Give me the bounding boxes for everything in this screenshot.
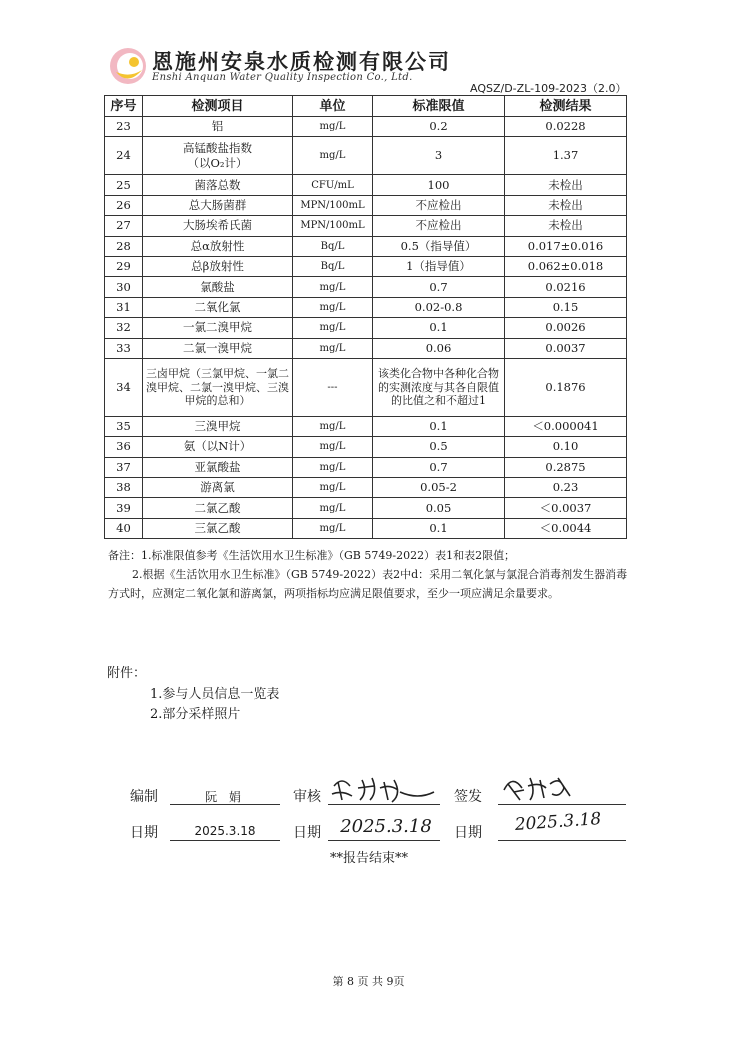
row-item: 总α放射性 <box>143 236 293 256</box>
row-limit: 0.1 <box>373 416 505 436</box>
header-limit: 标准限值 <box>373 96 505 117</box>
row-number: 24 <box>105 137 143 175</box>
reviewer-label: 审核 <box>293 789 321 805</box>
row-limit: 0.05-2 <box>373 478 505 498</box>
editor-label: 编制 <box>130 789 158 805</box>
attachment-item: 2.部分采样照片 <box>150 707 241 722</box>
row-number: 28 <box>105 236 143 256</box>
row-unit: mg/L <box>293 498 373 518</box>
row-limit: 0.7 <box>373 457 505 477</box>
note-1: 备注：1.标准限值参考《生活饮用水卫生标准》（GB 5749-2022）表1和表2限值； <box>108 549 516 562</box>
row-number: 36 <box>105 437 143 457</box>
row-limit: 100 <box>373 175 505 195</box>
date-label-editor: 日期 <box>130 825 158 841</box>
row-number: 27 <box>105 216 143 236</box>
row-result: 0.0026 <box>505 318 627 338</box>
row-limit: 0.2 <box>373 117 505 137</box>
row-unit: Bq/L <box>293 236 373 256</box>
table-row <box>105 338 627 358</box>
row-item: 一氯二溴甲烷 <box>143 318 293 338</box>
notes-section <box>108 546 628 603</box>
row-unit: mg/L <box>293 277 373 297</box>
row-unit: mg/L <box>293 437 373 457</box>
table-row <box>105 117 627 137</box>
row-item: 三卤甲烷（三氯甲烷、一氯二溴甲烷、二氯一溴甲烷、三溴甲烷的总和） <box>143 358 293 416</box>
row-result: ＜0.0044 <box>505 518 627 538</box>
row-number: 26 <box>105 195 143 215</box>
row-result: 0.062±0.018 <box>505 256 627 276</box>
date-label-approver: 日期 <box>454 825 482 841</box>
row-limit: 0.02-0.8 <box>373 297 505 317</box>
row-item: 三氯乙酸 <box>143 518 293 538</box>
row-result: ＜0.0037 <box>505 498 627 518</box>
row-unit: Bq/L <box>293 256 373 276</box>
row-item: 氨（以N计） <box>143 437 293 457</box>
editor-name: 阮 娟 <box>205 790 245 804</box>
row-unit: mg/L <box>293 297 373 317</box>
row-unit: mg/L <box>293 338 373 358</box>
row-item: 二氯一溴甲烷 <box>143 338 293 358</box>
row-number: 35 <box>105 416 143 436</box>
table-row <box>105 518 627 538</box>
row-limit: 0.1 <box>373 518 505 538</box>
row-item: 大肠埃希氏菌 <box>143 216 293 236</box>
row-limit: 0.06 <box>373 338 505 358</box>
date-reviewer: 2025.3.18 <box>340 816 432 837</box>
company-name-cn: 恩施州安泉水质检测有限公司 <box>152 49 451 74</box>
table-row <box>105 358 627 416</box>
row-item: 三溴甲烷 <box>143 416 293 436</box>
date-label-reviewer: 日期 <box>293 825 321 841</box>
row-item: 二氯乙酸 <box>143 498 293 518</box>
row-item: 高锰酸盐指数 （以O₂计） <box>143 137 293 175</box>
row-item: 铝 <box>143 117 293 137</box>
company-name-en: Enshi Anquan Water Quality Inspection Co., Ltd. <box>152 72 413 83</box>
row-result: 0.1876 <box>505 358 627 416</box>
row-result: ＜0.000041 <box>505 416 627 436</box>
row-result: 0.0216 <box>505 277 627 297</box>
row-number: 37 <box>105 457 143 477</box>
row-result: 0.2875 <box>505 457 627 477</box>
table-row <box>105 277 627 297</box>
row-result: 0.017±0.016 <box>505 236 627 256</box>
table-row <box>105 478 627 498</box>
row-unit: mg/L <box>293 318 373 338</box>
row-limit: 该类化合物中各种化合物的实测浓度与其各自限值的比值之和不超过1 <box>373 358 505 416</box>
approver-signature <box>500 770 580 804</box>
table-row <box>105 236 627 256</box>
table-row <box>105 137 627 175</box>
table-header-row <box>105 96 627 117</box>
row-unit: MPN/100mL <box>293 195 373 215</box>
row-number: 25 <box>105 175 143 195</box>
row-item: 氯酸盐 <box>143 277 293 297</box>
row-item: 总大肠菌群 <box>143 195 293 215</box>
row-limit: 不应检出 <box>373 195 505 215</box>
row-limit: 1（指导值） <box>373 256 505 276</box>
date-approver: 2025.3.18 <box>514 809 602 835</box>
row-number: 23 <box>105 117 143 137</box>
attachments-heading: 附件： <box>107 666 147 681</box>
row-result: 0.15 <box>505 297 627 317</box>
row-result: 1.37 <box>505 137 627 175</box>
table-row <box>105 318 627 338</box>
row-number: 40 <box>105 518 143 538</box>
results-table <box>104 95 627 539</box>
table-row <box>105 457 627 477</box>
approver-label: 签发 <box>454 789 482 805</box>
row-unit: mg/L <box>293 137 373 175</box>
report-end-mark: **报告结束** <box>330 851 409 866</box>
row-result: 未检出 <box>505 195 627 215</box>
table-row <box>105 437 627 457</box>
table-row <box>105 256 627 276</box>
date-editor: 2025.3.18 <box>194 824 256 838</box>
row-unit: mg/L <box>293 518 373 538</box>
row-item: 亚氯酸盐 <box>143 457 293 477</box>
row-limit: 0.05 <box>373 498 505 518</box>
row-limit: 3 <box>373 137 505 175</box>
header-result: 检测结果 <box>505 96 627 117</box>
document-code: AQSZ/D-ZL-109-2023（2.0） <box>470 82 627 95</box>
row-number: 38 <box>105 478 143 498</box>
header-unit: 单位 <box>293 96 373 117</box>
row-number: 30 <box>105 277 143 297</box>
attachment-item: 1.参与人员信息一览表 <box>150 687 280 702</box>
row-item: 游离氯 <box>143 478 293 498</box>
row-number: 32 <box>105 318 143 338</box>
row-number: 29 <box>105 256 143 276</box>
row-result: 未检出 <box>505 175 627 195</box>
table-row <box>105 195 627 215</box>
header-no: 序号 <box>105 96 143 117</box>
row-unit: mg/L <box>293 478 373 498</box>
row-limit: 0.7 <box>373 277 505 297</box>
row-number: 31 <box>105 297 143 317</box>
row-unit: --- <box>293 358 373 416</box>
row-unit: MPN/100mL <box>293 216 373 236</box>
row-result: 0.10 <box>505 437 627 457</box>
header-item: 检测项目 <box>143 96 293 117</box>
row-number: 39 <box>105 498 143 518</box>
row-item: 总β放射性 <box>143 256 293 276</box>
row-limit: 不应检出 <box>373 216 505 236</box>
table-row <box>105 216 627 236</box>
row-result: 0.0037 <box>505 338 627 358</box>
table-row <box>105 297 627 317</box>
row-limit: 0.5（指导值） <box>373 236 505 256</box>
table-row <box>105 416 627 436</box>
note-2: 2.根据《生活饮用水卫生标准》（GB 5749-2022）表2中d：采用二氧化氯与氯混合消毒剂发生器消毒方式时，应测定二氧化氯和游离氯，两项指标均应满足限值要求，至少一项应满足余量要求。 <box>108 568 628 600</box>
row-number: 33 <box>105 338 143 358</box>
table-row <box>105 175 627 195</box>
row-unit: mg/L <box>293 416 373 436</box>
row-limit: 0.1 <box>373 318 505 338</box>
row-result: 0.23 <box>505 478 627 498</box>
row-item: 菌落总数 <box>143 175 293 195</box>
company-logo-icon <box>108 46 148 86</box>
page-number: 第 8 页 共 9页 <box>332 975 405 988</box>
row-limit: 0.5 <box>373 437 505 457</box>
reviewer-signature <box>328 772 438 806</box>
row-item: 二氧化氯 <box>143 297 293 317</box>
row-unit: mg/L <box>293 117 373 137</box>
row-unit: CFU/mL <box>293 175 373 195</box>
row-unit: mg/L <box>293 457 373 477</box>
row-result: 未检出 <box>505 216 627 236</box>
row-number: 34 <box>105 358 143 416</box>
table-row <box>105 498 627 518</box>
row-result: 0.0228 <box>505 117 627 137</box>
